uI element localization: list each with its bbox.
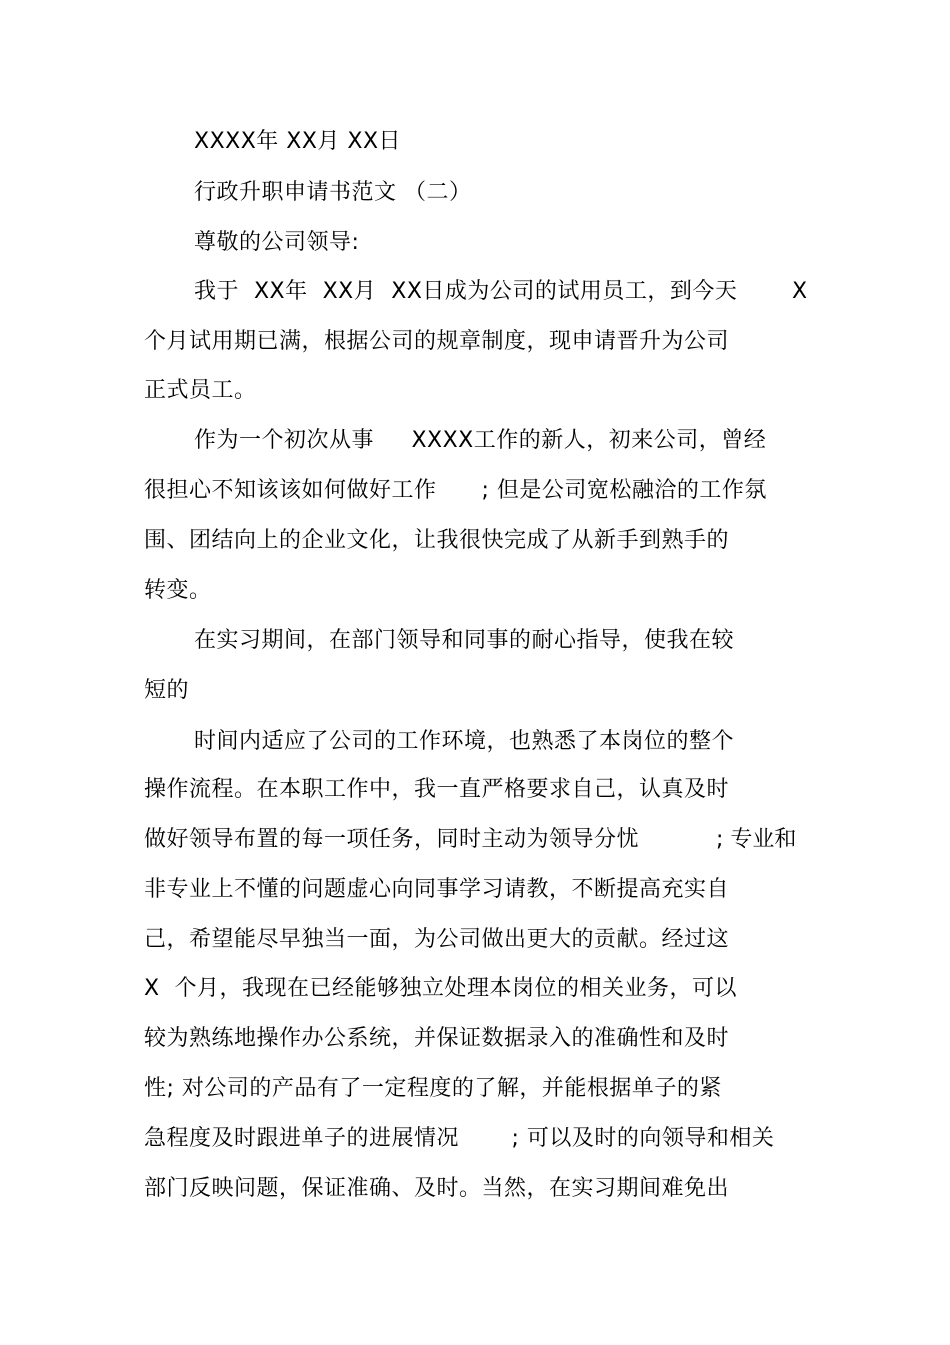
paragraph-line: 围、团结向上的企业文化，让我很快完成了从新手到熟手的	[144, 528, 730, 553]
paragraph-line: 很担心不知该该如何做好工作 ; 但是公司宽松融洽的工作氛	[144, 478, 767, 503]
paragraph-line: 正式员工。	[144, 378, 257, 403]
paragraph-line: 己，希望能尽早独当一面，为公司做出更大的贡献。经过这	[144, 927, 730, 952]
paragraph-line: 作为一个初次从事 XXXX工作的新人，初来公司，曾经	[194, 428, 767, 453]
paragraph-line: 短的	[144, 678, 190, 703]
paragraph-line: 转变。	[144, 578, 212, 603]
paragraph-line: 时间内适应了公司的工作环境，也熟悉了本岗位的整个	[194, 729, 735, 754]
document-title: 行政升职申请书范文 （二）	[194, 180, 472, 205]
paragraph-line: 部门反映问题，保证准确、及时。当然，在实习期间难免出	[144, 1176, 730, 1201]
date-line: XXXX年 XX月 XX日	[194, 129, 402, 154]
paragraph-line: 操作流程。在本职工作中，我一直严格要求自己，认真及时	[144, 777, 730, 802]
paragraph-line: 在实习期间，在部门领导和同事的耐心指导，使我在较	[194, 628, 735, 653]
paragraph-line: 个月试用期已满，根据公司的规章制度，现申请晋升为公司	[144, 329, 730, 354]
paragraph-line: 我于 XX年 XX月 XX日成为公司的试用员工，到今天	[194, 279, 738, 304]
paragraph-line-fragment: ; 专业和	[716, 827, 797, 852]
paragraph-line: 较为熟练地操作办公系统，并保证数据录入的准确性和及时	[144, 1026, 730, 1051]
paragraph-line: X 个月，我现在已经能够独立处理本岗位的相关业务，可以	[144, 976, 738, 1001]
paragraph-line-fragment: X	[792, 279, 808, 304]
paragraph-line: 急程度及时跟进单子的进展情况 ; 可以及时的向领导和相关	[144, 1126, 775, 1151]
paragraph-line: 性; 对公司的产品有了一定程度的了解，并能根据单子的紧	[144, 1076, 722, 1101]
salutation: 尊敬的公司领导:	[194, 230, 360, 255]
paragraph-line: 非专业上不懂的问题虚心向同事学习请教，不断提高充实自	[144, 877, 730, 902]
paragraph-line: 做好领导布置的每一项任务，同时主动为领导分忧	[144, 827, 640, 852]
